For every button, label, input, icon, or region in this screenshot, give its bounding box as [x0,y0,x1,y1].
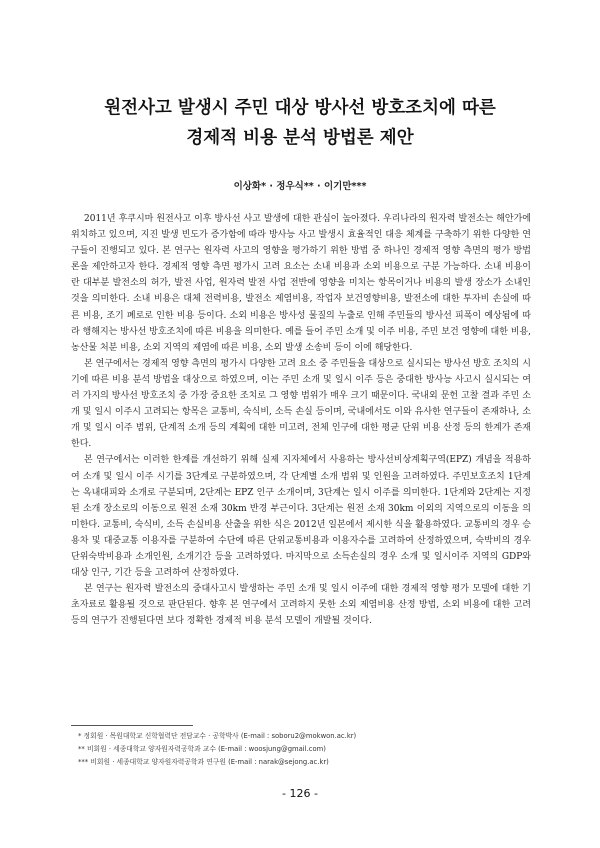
footnote-2: ** 비회원 · 세종대학교 양자원자력공학과 교수 (E-mail : woosjung@gmail.com) [78,745,326,753]
abstract-body [71,211,531,629]
title-line-2: 경제적 비용 분석 방법론 제안 [186,128,414,148]
footnote-3: *** 비회원 · 세종대학교 양자원자력공학과 연구원 (E-mail : narak@sejong.ac.kr) [78,758,329,766]
author-list: 이상화* · 정우식** · 이기만*** [233,181,367,192]
paper-title [40,93,560,153]
paragraph-1: 2011년 후쿠시마 원전사고 이후 방사선 사고 발생에 대한 관심이 높아졌다. 우리나라의 원자력 발전소는 해안가에 위치하고 있으며, 지진 발생 빈도가 증가함에 따라 방사능 사고 발생시 효율적인 대응 체계를 구축하기 위한 다양한 연구들이 진행되고 있다. 본 연구는 원자력 사고의 영향을 평가하기 위한 방법 중 하나인 경제적 영향 측면의 평가 방법론을 제안하고자 한다. 경제적 영향 측면 평가시 고려 요소는 소내 비용과 소외 비용으로 구분 가능하다. 소내 비용이란 대부분 발전소의 허가, 발전 사업, 원자력 발전 사업 전반에 영향을 미치는 항목이거나 비용의 발생 장소가 소내인 것을 의미한다. 소내 비용은 대체 전력비용, 발전소 제염비용, 작업자 보건영향비용, 발전소에 대한 투자비 손실에 따른 비용, 조기 폐로로 인한 비용 등이다. 소외 비용은 방사성 물질의 누출로 인해 주민들의 방사선 피폭이 예상됨에 따라 행해지는 방사선 방호조치에 따른 비용을 의미한다. 예를 들어 주민 소개 및 이주 비용, 주민 보건 영향에 대한 비용, 농산물 처분 비용, 소외 지역의 제염에 따른 비용, 소외 발생 소송비 등이 이에 해당한다. [71,214,532,353]
page-number: - 126 - [282,787,318,800]
paragraph-2: 본 연구에서는 경제적 영향 측면의 평가시 다양한 고려 요소 중 주민들을 대상으로 실시되는 방사선 방호 조치의 시기에 따른 비용 분석 방법을 대상으로 하였으며, 이는 주민 소개 및 일시 이주 등은 중대한 방사능 사고시 실시되는 여러 가지의 방사선 방호조치 중 가장 중요한 조치로 그 영향 범위가 매우 크기 때문이다. 국내외 문헌 고찰 결과 주민 소개 및 일시 이주시 고려되는 항목은 교통비, 숙식비, 소득 손실 등이며, 국내에서도 이와 유사한 연구들이 존재하나, 소개 및 일시 이주 범위, 단계적 소개 등의 계획에 대한 미고려, 전체 인구에 대한 평균 단위 비용 산정 등의 한계가 존재한다. [71,358,531,450]
paragraph-3: 본 연구에서는 이러한 한계를 개선하기 위해 실제 지자체에서 사용하는 방사선비상계획구역(EPZ) 개념을 적용하여 소개 및 일시 이주 시기를 3단계로 구분하였으며, 각 단계별 소개 범위 및 인원을 고려하였다. 주민보호조치 1단계는 옥내대피와 소개로 구분되며, 2단계는 EPZ 인구 소개이며, 3단계는 일시 이주를 의미한다. 1단계와 2단계는 지정된 소개 장소로의 이동으로 원전 소재 30km 반경 부근이다. 3단계는 원전 소재 30km 이외의 지역으로의 이동을 의미한다. 교통비, 숙식비, 소득 손실비용 산출을 위한 식은 2012년 일본에서 제시한 식을 활용하였다. 교통비의 경우 승용차 및 대중교통 이용자를 구분하여 수단에 따른 단위교통비용과 이용자수를 고려하여 산정하였으며, 숙박비의 경우 단위숙박비용과 소개인원, 소개기간 등을 고려하였다. 마지막으로 소득손실의 경우 소개 및 일시이주 지역의 GDP와 대상 인구, 기간 등을 고려하여 산정하였다. [71,455,531,579]
title-line-1: 원전사고 발생시 주민 대상 방사선 방호조치에 따른 [104,98,496,118]
paragraph-4: 본 연구는 원자력 발전소의 중대사고시 발생하는 주민 소개 및 일시 이주에 대한 경제적 영향 평가 모델에 대한 기초자료로 활용될 것으로 판단된다. 향후 본 연구에서 고려하지 못한 소외 제염비용 산정 방법, 소외 비용에 대한 고려 등의 연구가 진행된다면 보다 정확한 경제적 비용 분석 모델이 개발될 것이다. [71,584,531,627]
footnotes [78,730,528,769]
footnote-1: * 정회원 · 목원대학교 신학협력단 전담교수 · 공학박사 (E-mail : soboru2@mokwon.ac.kr) [78,732,357,740]
footnote-divider [71,725,193,726]
